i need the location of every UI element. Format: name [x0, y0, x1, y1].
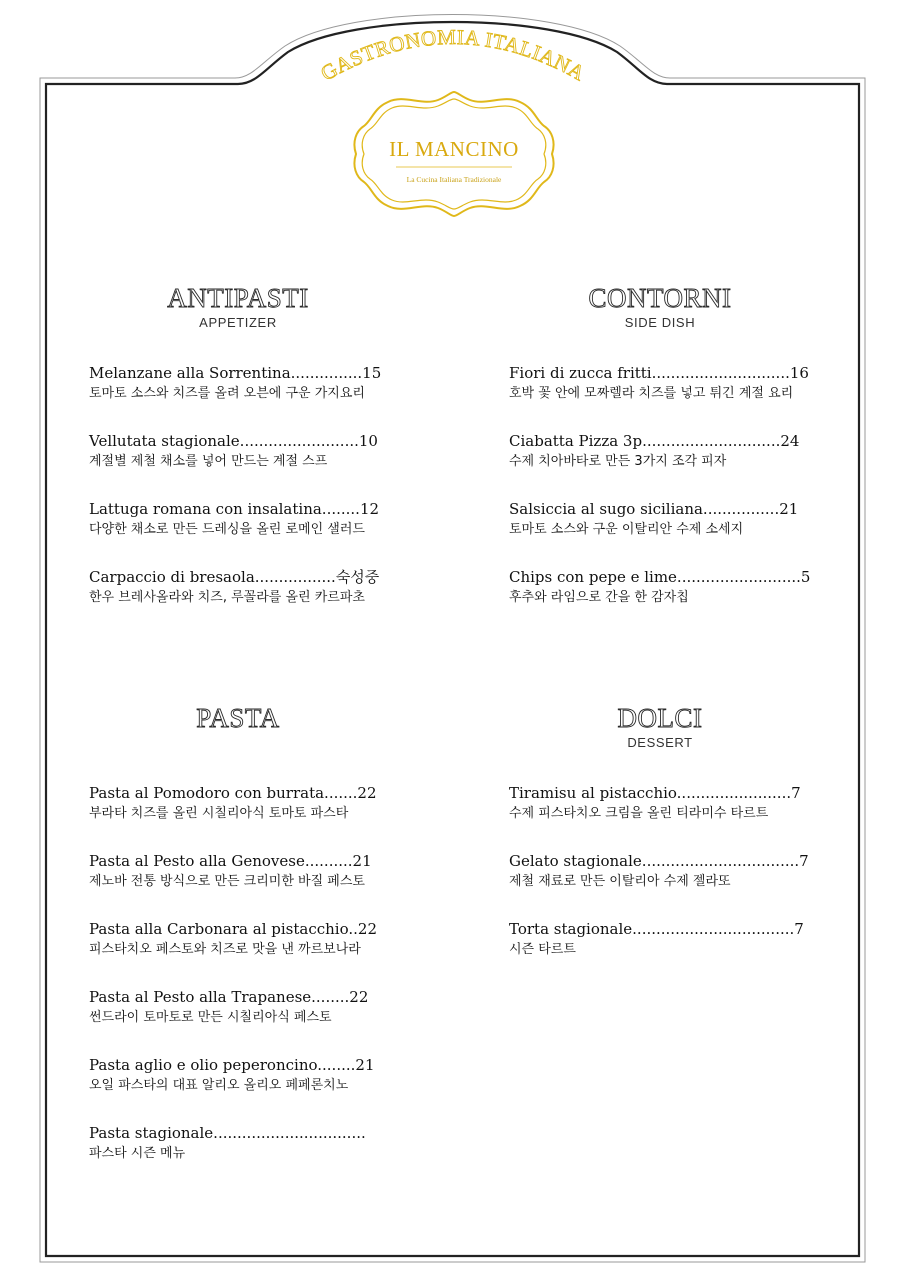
menu-item: [509, 851, 840, 893]
restaurant-subtitle: La Cucina Italiana Tradizionale: [406, 175, 502, 184]
item-name: Pasta al Pesto alla Genovese..........21: [89, 852, 372, 870]
restaurant-logo: [348, 90, 560, 218]
item-name: Carpaccio di bresaola.................숙성중: [89, 568, 380, 586]
item-name: Salsiccia al sugo siciliana................21: [509, 500, 799, 518]
section-title: PASTA: [196, 703, 280, 733]
item-description: 썬드라이 토마토로 만든 시칠리아식 페스토: [89, 1010, 332, 1025]
item-name: Fiori di zucca fritti.............................16: [509, 364, 809, 382]
item-description: 후추와 라임으로 간을 한 감자칩: [509, 590, 689, 605]
item-description: 토마토 소스와 치즈를 올려 오븐에 구운 가지요리: [89, 386, 365, 401]
item-list: [480, 363, 840, 609]
item-name: Tiramisu al pistacchio........................7: [509, 784, 801, 802]
item-name: Pasta al Pomodoro con burrata.......22: [89, 784, 377, 802]
item-description: 피스타치오 페스토와 치즈로 맛을 낸 까르보나라: [89, 942, 361, 957]
item-description: 토마토 소스와 구운 이탈리안 수제 소세지: [509, 522, 744, 537]
item-description: 호박 꽃 안에 모짜렐라 치즈를 넣고 튀긴 계절 요리: [509, 386, 794, 401]
item-description: 시즌 타르트: [509, 942, 576, 957]
item-name: Ciabatta Pizza 3p.............................24: [509, 432, 800, 450]
item-name: Pasta al Pesto alla Trapanese........22: [89, 988, 369, 1006]
item-name: Pasta aglio e olio peperoncino........21: [89, 1056, 375, 1074]
section-subtitle: DESSERT: [627, 735, 693, 750]
item-description: 계절별 제철 채소를 넣어 만드는 계절 스프: [89, 454, 328, 469]
menu-item: [89, 431, 418, 473]
item-list: [58, 783, 418, 1165]
item-name: Gelato stagionale.................................7: [509, 852, 809, 870]
section-title: DOLCI: [617, 703, 703, 733]
item-description: 파스타 시즌 메뉴: [89, 1146, 186, 1161]
item-name: Vellutata stagionale.........................10: [89, 432, 378, 450]
item-name: Melanzane alla Sorrentina...............15: [89, 364, 382, 382]
section-subtitle: SIDE DISH: [624, 315, 696, 330]
item-name: Pasta alla Carbonara al pistacchio..22: [89, 920, 377, 938]
section-contorni: [480, 283, 840, 635]
menu-item: [509, 363, 840, 405]
menu-item: [89, 499, 418, 541]
restaurant-name: IL MANCINO: [389, 137, 519, 161]
section-pasta: [58, 703, 418, 1191]
brand-tagline-text: GASTRONOMIA ITALIANA: [316, 24, 590, 86]
menu-item: [89, 1055, 418, 1097]
item-description: 부라타 치즈를 올린 시칠리아식 토마토 파스타: [89, 806, 349, 821]
item-name: Chips con pepe e lime..........................5: [509, 568, 811, 586]
item-description: 오일 파스타의 대표 알리오 올리오 페페론치노: [89, 1078, 349, 1093]
menu-item: [89, 987, 418, 1029]
menu-item: [89, 363, 418, 405]
item-description: 제노바 전통 방식으로 만든 크리미한 바질 페스토: [89, 874, 365, 889]
item-description: 제철 재료로 만든 이탈리아 수제 젤라또: [509, 874, 731, 889]
item-description: 수제 피스타치오 크림을 올린 티라미수 타르트: [509, 806, 769, 821]
menu-item: [509, 567, 840, 609]
item-name: Lattuga romana con insalatina........12: [89, 500, 380, 518]
menu-item: [89, 567, 418, 609]
menu-item: [509, 919, 840, 961]
item-list: [480, 783, 840, 961]
section-subtitle: [58, 735, 418, 751]
section-title: CONTORNI: [588, 283, 732, 313]
menu-item: [509, 783, 840, 825]
section-title: ANTIPASTI: [167, 283, 309, 313]
item-description: 수제 치아바타로 만든 3가지 조각 피자: [509, 454, 727, 469]
section-antipasti: [58, 283, 418, 635]
item-description: 다양한 채소로 만든 드레싱을 올린 로메인 샐러드: [89, 522, 365, 537]
menu-item: [89, 1123, 418, 1165]
item-name: Pasta stagionale................................: [89, 1124, 366, 1142]
menu-item: [89, 851, 418, 893]
section-subtitle: APPETIZER: [199, 315, 277, 330]
item-description: 한우 브레사올라와 치즈, 루꼴라를 올린 카르파초: [89, 590, 365, 605]
menu-item: [509, 499, 840, 541]
item-name: Torta stagionale..................................7: [509, 920, 804, 938]
section-dolci: [480, 703, 840, 987]
menu-item: [509, 431, 840, 473]
menu-item: [89, 783, 418, 825]
svg-text:GASTRONOMIA ITALIANA: [317, 25, 590, 86]
menu-item: [89, 919, 418, 961]
item-list: [58, 363, 418, 609]
